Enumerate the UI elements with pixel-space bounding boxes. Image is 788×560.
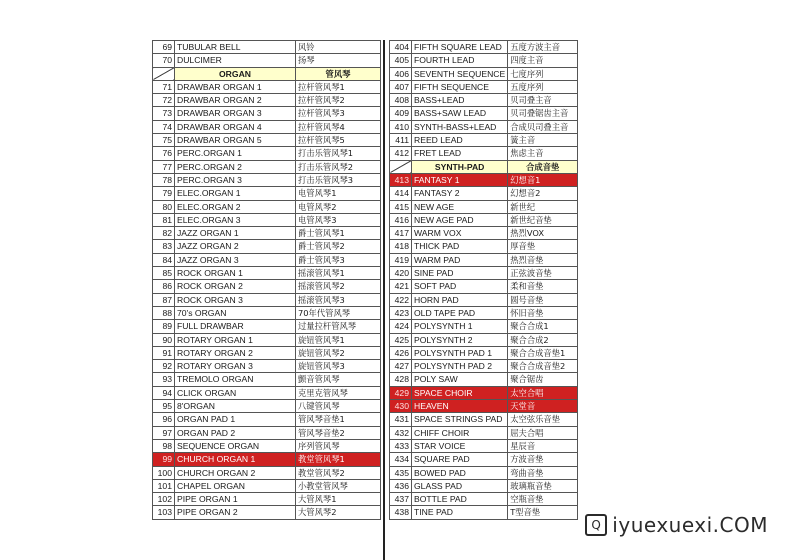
voice-row <box>153 253 381 266</box>
voice-name-zh: 幻想音1 <box>508 173 578 186</box>
voice-number: 84 <box>153 253 175 266</box>
voice-number: 95 <box>153 400 175 413</box>
right-voice-table <box>389 40 578 520</box>
voice-name-en: POLY SAW <box>412 373 508 386</box>
voice-row <box>153 493 381 506</box>
voice-name-zh: 颤音管风琴 <box>296 373 381 386</box>
voice-number: 99 <box>153 453 175 466</box>
voice-row <box>153 267 381 280</box>
voice-number: 90 <box>153 333 175 346</box>
voice-row <box>390 227 578 240</box>
watermark-logo-icon: Q <box>585 514 607 536</box>
voice-row <box>153 41 381 54</box>
voice-number: 417 <box>390 227 412 240</box>
voice-name-zh: 小教堂管风琴 <box>296 479 381 492</box>
voice-number: 69 <box>153 41 175 54</box>
voice-name-zh: 焦虑主音 <box>508 147 578 160</box>
voice-row <box>390 479 578 492</box>
voice-row <box>153 240 381 253</box>
left-voice-table-body <box>153 41 381 520</box>
voice-row <box>153 147 381 160</box>
voice-row <box>390 67 578 80</box>
voice-name-zh: 旋钮管风琴2 <box>296 346 381 359</box>
voice-name-zh: 教堂管风琴2 <box>296 466 381 479</box>
voice-name-zh: 旋钮管风琴3 <box>296 360 381 373</box>
voice-name-en: PIPE ORGAN 2 <box>175 506 296 519</box>
voice-name-en: BOTTLE PAD <box>412 493 508 506</box>
voice-number: 93 <box>153 373 175 386</box>
voice-name-zh: 拉杆管风琴2 <box>296 94 381 107</box>
voice-name-en: FRET LEAD <box>412 147 508 160</box>
highlighted-voice-row <box>390 173 578 186</box>
voice-number: 424 <box>390 320 412 333</box>
voice-name-en: SPACE STRINGS PAD <box>412 413 508 426</box>
voice-row <box>390 346 578 359</box>
voice-name-en: FANTASY 2 <box>412 187 508 200</box>
voice-name-en: ROTARY ORGAN 1 <box>175 333 296 346</box>
voice-name-en: ROTARY ORGAN 2 <box>175 346 296 359</box>
voice-name-en: 8'ORGAN <box>175 400 296 413</box>
voice-number: 425 <box>390 333 412 346</box>
voice-row <box>390 94 578 107</box>
voice-number: 91 <box>153 346 175 359</box>
voice-name-zh: 贝司叠锯齿主音 <box>508 107 578 120</box>
voice-row <box>153 80 381 93</box>
voice-name-zh: 大管风琴1 <box>296 493 381 506</box>
voice-number <box>153 67 175 80</box>
voice-name-zh: 电管风琴3 <box>296 213 381 226</box>
voice-number: 71 <box>153 80 175 93</box>
voice-row <box>153 213 381 226</box>
voice-name-en: DRAWBAR ORGAN 2 <box>175 94 296 107</box>
voice-number: 98 <box>153 439 175 452</box>
voice-number: 72 <box>153 94 175 107</box>
voice-name-en: PERC.ORGAN 1 <box>175 147 296 160</box>
voice-number: 415 <box>390 200 412 213</box>
voice-number: 431 <box>390 413 412 426</box>
voice-name-zh: 合成贝司叠主音 <box>508 120 578 133</box>
voice-name-zh: 管风琴音垫1 <box>296 413 381 426</box>
voice-name-zh: 摇滚管风琴3 <box>296 293 381 306</box>
voice-name-zh: 旋钮管风琴1 <box>296 333 381 346</box>
voice-name-zh: 克里克管风琴 <box>296 386 381 399</box>
voice-name-en: DRAWBAR ORGAN 4 <box>175 120 296 133</box>
voice-name-zh: 摇滚管风琴1 <box>296 267 381 280</box>
voice-row <box>390 54 578 67</box>
voice-name-en: ELEC.ORGAN 1 <box>175 187 296 200</box>
voice-name-zh: 电管风琴2 <box>296 200 381 213</box>
voice-number <box>390 160 412 173</box>
voice-number: 410 <box>390 120 412 133</box>
voice-name-zh: 聚合合成音垫2 <box>508 360 578 373</box>
voice-name-en: FANTASY 1 <box>412 173 508 186</box>
voice-row <box>153 280 381 293</box>
voice-name-zh: 拉杆管风琴3 <box>296 107 381 120</box>
voice-name-en: CHURCH ORGAN 1 <box>175 453 296 466</box>
voice-row <box>153 160 381 173</box>
voice-name-en: POLYSYNTH 1 <box>412 320 508 333</box>
voice-name-en: SQUARE PAD <box>412 453 508 466</box>
category-name-zh: 合成音垫 <box>508 160 578 173</box>
voice-name-en: ELEC.ORGAN 3 <box>175 213 296 226</box>
voice-number: 78 <box>153 173 175 186</box>
voice-name-en: CHAPEL ORGAN <box>175 479 296 492</box>
voice-name-en: JAZZ ORGAN 3 <box>175 253 296 266</box>
site-watermark <box>585 513 768 537</box>
voice-row <box>153 400 381 413</box>
voice-name-zh: 打击乐管风琴2 <box>296 160 381 173</box>
voice-name-zh: 弯曲音垫 <box>508 466 578 479</box>
voice-number: 85 <box>153 267 175 280</box>
voice-number: 426 <box>390 346 412 359</box>
voice-name-zh: 五度方波主音 <box>508 41 578 54</box>
voice-row <box>153 227 381 240</box>
voice-name-zh: 打击乐管风琴1 <box>296 147 381 160</box>
voice-row <box>153 413 381 426</box>
voice-row <box>153 107 381 120</box>
voice-row <box>153 306 381 319</box>
column-divider <box>383 40 385 560</box>
voice-name-en: BOWED PAD <box>412 466 508 479</box>
voice-row <box>390 453 578 466</box>
voice-row <box>390 413 578 426</box>
voice-number: 86 <box>153 280 175 293</box>
voice-number: 83 <box>153 240 175 253</box>
voice-name-zh: 风铃 <box>296 41 381 54</box>
voice-name-en: ROTARY ORGAN 3 <box>175 360 296 373</box>
voice-number: 102 <box>153 493 175 506</box>
voice-name-zh: 摇滚管风琴2 <box>296 280 381 293</box>
category-header-row <box>153 67 381 80</box>
voice-number: 80 <box>153 200 175 213</box>
voice-row <box>390 293 578 306</box>
voice-number: 81 <box>153 213 175 226</box>
voice-number: 428 <box>390 373 412 386</box>
voice-name-zh: 电管风琴1 <box>296 187 381 200</box>
voice-name-en: SPACE CHOIR <box>412 386 508 399</box>
voice-name-en: SEQUENCE ORGAN <box>175 439 296 452</box>
voice-row <box>153 200 381 213</box>
voice-name-zh: 幻想音2 <box>508 187 578 200</box>
voice-row <box>153 386 381 399</box>
voice-name-en: GLASS PAD <box>412 479 508 492</box>
voice-row <box>153 373 381 386</box>
voice-number: 77 <box>153 160 175 173</box>
voice-name-en: PERC.ORGAN 3 <box>175 173 296 186</box>
voice-number: 435 <box>390 466 412 479</box>
voice-name-zh: 太空弦乐音垫 <box>508 413 578 426</box>
voice-number: 438 <box>390 506 412 519</box>
voice-name-en: DULCIMER <box>175 54 296 67</box>
voice-name-zh: 聚合合成音垫1 <box>508 346 578 359</box>
voice-name-zh: 怀旧音垫 <box>508 306 578 319</box>
voice-name-en: TUBULAR BELL <box>175 41 296 54</box>
voice-row <box>390 253 578 266</box>
voice-name-zh: 玻璃瓶音垫 <box>508 479 578 492</box>
voice-row <box>153 134 381 147</box>
voice-number: 408 <box>390 94 412 107</box>
voice-number: 405 <box>390 54 412 67</box>
voice-row <box>390 240 578 253</box>
voice-row <box>390 134 578 147</box>
voice-number: 409 <box>390 107 412 120</box>
voice-name-zh: 爵士管风琴1 <box>296 227 381 240</box>
voice-name-en: ROCK ORGAN 2 <box>175 280 296 293</box>
voice-name-zh: 五度序列 <box>508 80 578 93</box>
voice-row <box>390 506 578 519</box>
voice-row <box>153 346 381 359</box>
voice-number: 422 <box>390 293 412 306</box>
voice-number: 79 <box>153 187 175 200</box>
voice-row <box>390 200 578 213</box>
voice-name-zh: 教堂管风琴1 <box>296 453 381 466</box>
voice-row <box>153 94 381 107</box>
voice-name-en: ROCK ORGAN 3 <box>175 293 296 306</box>
voice-row <box>390 466 578 479</box>
voice-name-en: SYNTH-BASS+LEAD <box>412 120 508 133</box>
voice-number: 421 <box>390 280 412 293</box>
voice-name-zh: 爵士管风琴2 <box>296 240 381 253</box>
voice-row <box>390 120 578 133</box>
voice-name-en: ELEC.ORGAN 2 <box>175 200 296 213</box>
voice-row <box>390 426 578 439</box>
voice-name-zh: 柔和音垫 <box>508 280 578 293</box>
voice-number: 406 <box>390 67 412 80</box>
voice-name-zh: 天堂音 <box>508 400 578 413</box>
voice-row <box>390 107 578 120</box>
highlighted-voice-row <box>390 400 578 413</box>
voice-name-zh: 聚合合成2 <box>508 333 578 346</box>
voice-name-zh: 屈夫合唱 <box>508 426 578 439</box>
voice-name-en: WARM VOX <box>412 227 508 240</box>
voice-name-zh: 簧主音 <box>508 134 578 147</box>
voice-name-zh: 新世纪 <box>508 200 578 213</box>
voice-name-en: JAZZ ORGAN 2 <box>175 240 296 253</box>
voice-number: 434 <box>390 453 412 466</box>
voice-name-en: ORGAN PAD 1 <box>175 413 296 426</box>
voice-name-zh: 爵士管风琴3 <box>296 253 381 266</box>
voice-name-en: DRAWBAR ORGAN 5 <box>175 134 296 147</box>
voice-name-en: ROCK ORGAN 1 <box>175 267 296 280</box>
voice-name-en: TREMOLO ORGAN <box>175 373 296 386</box>
voice-row <box>390 360 578 373</box>
voice-name-zh: 管风琴音垫2 <box>296 426 381 439</box>
voice-number: 430 <box>390 400 412 413</box>
voice-name-en: PERC.ORGAN 2 <box>175 160 296 173</box>
voice-name-en: REED LEAD <box>412 134 508 147</box>
voice-name-zh: 70年代管风琴 <box>296 306 381 319</box>
voice-number: 407 <box>390 80 412 93</box>
voice-name-en: FOURTH LEAD <box>412 54 508 67</box>
voice-name-zh: 聚合合成1 <box>508 320 578 333</box>
voice-number: 70 <box>153 54 175 67</box>
voice-row <box>390 493 578 506</box>
voice-name-en: NEW AGE <box>412 200 508 213</box>
voice-row <box>153 439 381 452</box>
voice-number: 97 <box>153 426 175 439</box>
voice-row <box>390 187 578 200</box>
voice-number: 433 <box>390 439 412 452</box>
voice-name-zh: 正弦波音垫 <box>508 267 578 280</box>
voice-number: 87 <box>153 293 175 306</box>
voice-number: 94 <box>153 386 175 399</box>
voice-number: 96 <box>153 413 175 426</box>
voice-name-zh: 四度主音 <box>508 54 578 67</box>
voice-name-en: POLYSYNTH PAD 2 <box>412 360 508 373</box>
voice-number: 423 <box>390 306 412 319</box>
voice-name-en: CHIFF CHOIR <box>412 426 508 439</box>
voice-number: 419 <box>390 253 412 266</box>
voice-row <box>153 506 381 519</box>
voice-number: 82 <box>153 227 175 240</box>
voice-name-en: JAZZ ORGAN 1 <box>175 227 296 240</box>
voice-name-zh: 热烈VOX <box>508 227 578 240</box>
voice-number: 101 <box>153 479 175 492</box>
voice-row <box>153 293 381 306</box>
voice-number: 404 <box>390 41 412 54</box>
voice-row <box>390 80 578 93</box>
voice-row <box>153 320 381 333</box>
voice-number: 75 <box>153 134 175 147</box>
voice-number: 436 <box>390 479 412 492</box>
voice-name-en: SOFT PAD <box>412 280 508 293</box>
voice-name-en: NEW AGE PAD <box>412 213 508 226</box>
voice-name-en: PIPE ORGAN 1 <box>175 493 296 506</box>
category-header-row <box>390 160 578 173</box>
voice-row <box>153 173 381 186</box>
voice-name-en: THICK PAD <box>412 240 508 253</box>
voice-row <box>153 333 381 346</box>
voice-name-zh: 打击乐管风琴3 <box>296 173 381 186</box>
voice-name-zh: 拉杆管风琴5 <box>296 134 381 147</box>
voice-name-en: OLD TAPE PAD <box>412 306 508 319</box>
voice-row <box>153 120 381 133</box>
voice-name-zh: 厚音垫 <box>508 240 578 253</box>
voice-name-en: FIFTH SEQUENCE <box>412 80 508 93</box>
voice-name-en: HORN PAD <box>412 293 508 306</box>
voice-name-zh: 拉杆管风琴1 <box>296 80 381 93</box>
voice-number: 413 <box>390 173 412 186</box>
voice-name-zh: 圆号音垫 <box>508 293 578 306</box>
voice-row <box>390 320 578 333</box>
voice-name-en: CHURCH ORGAN 2 <box>175 466 296 479</box>
voice-name-en: FULL DRAWBAR <box>175 320 296 333</box>
voice-name-en: HEAVEN <box>412 400 508 413</box>
voice-name-en: DRAWBAR ORGAN 3 <box>175 107 296 120</box>
highlighted-voice-row <box>153 453 381 466</box>
voice-number: 411 <box>390 134 412 147</box>
voice-name-en: POLYSYNTH 2 <box>412 333 508 346</box>
voice-name-en: TINE PAD <box>412 506 508 519</box>
left-voice-table <box>152 40 381 520</box>
category-name-zh: 管风琴 <box>296 67 381 80</box>
voice-number: 74 <box>153 120 175 133</box>
voice-number: 88 <box>153 306 175 319</box>
voice-name-en: BASS+SAW LEAD <box>412 107 508 120</box>
voice-name-en: 70's ORGAN <box>175 306 296 319</box>
voice-number: 412 <box>390 147 412 160</box>
voice-name-zh: 过量拉杆管风琴 <box>296 320 381 333</box>
voice-name-zh: 大管风琴2 <box>296 506 381 519</box>
right-voice-table-body <box>390 41 578 520</box>
voice-number: 416 <box>390 213 412 226</box>
voice-name-zh: T型音垫 <box>508 506 578 519</box>
voice-number: 103 <box>153 506 175 519</box>
voice-number: 420 <box>390 267 412 280</box>
voice-name-en: SEVENTH SEQUENCE <box>412 67 508 80</box>
voice-name-en: POLYSYNTH PAD 1 <box>412 346 508 359</box>
voice-name-en: CLICK ORGAN <box>175 386 296 399</box>
voice-name-zh: 拉杆管风琴4 <box>296 120 381 133</box>
voice-name-zh: 星辰音 <box>508 439 578 452</box>
voice-row <box>390 439 578 452</box>
highlighted-voice-row <box>390 386 578 399</box>
voice-row <box>153 360 381 373</box>
voice-name-en: ORGAN PAD 2 <box>175 426 296 439</box>
voice-number: 429 <box>390 386 412 399</box>
voice-number: 418 <box>390 240 412 253</box>
voice-number: 414 <box>390 187 412 200</box>
voice-number: 437 <box>390 493 412 506</box>
voice-number: 92 <box>153 360 175 373</box>
watermark-text: iyuexuexi.COM <box>612 513 768 537</box>
voice-name-en: DRAWBAR ORGAN 1 <box>175 80 296 93</box>
voice-row <box>390 147 578 160</box>
voice-number: 76 <box>153 147 175 160</box>
category-name-en: SYNTH-PAD <box>412 160 508 173</box>
voice-number: 89 <box>153 320 175 333</box>
voice-name-en: FIFTH SQUARE LEAD <box>412 41 508 54</box>
voice-name-zh: 八键管风琴 <box>296 400 381 413</box>
voice-row <box>153 54 381 67</box>
voice-row <box>390 267 578 280</box>
voice-name-zh: 空瓶音垫 <box>508 493 578 506</box>
voice-row <box>390 41 578 54</box>
voice-name-zh: 七度序列 <box>508 67 578 80</box>
voice-name-en: SINE PAD <box>412 267 508 280</box>
voice-number: 73 <box>153 107 175 120</box>
voice-name-zh: 热烈音垫 <box>508 253 578 266</box>
voice-name-zh: 序列管风琴 <box>296 439 381 452</box>
voice-name-zh: 新世纪音垫 <box>508 213 578 226</box>
category-name-en: ORGAN <box>175 67 296 80</box>
voice-row <box>390 373 578 386</box>
voice-number: 427 <box>390 360 412 373</box>
voice-name-en: BASS+LEAD <box>412 94 508 107</box>
voice-number: 432 <box>390 426 412 439</box>
voice-name-zh: 贝司叠主音 <box>508 94 578 107</box>
voice-number: 100 <box>153 466 175 479</box>
voice-row <box>153 426 381 439</box>
voice-row <box>390 280 578 293</box>
voice-row <box>153 466 381 479</box>
voice-row <box>390 306 578 319</box>
voice-name-zh: 太空合唱 <box>508 386 578 399</box>
voice-name-zh: 方波音垫 <box>508 453 578 466</box>
voice-row <box>153 187 381 200</box>
voice-row <box>153 479 381 492</box>
voice-name-en: STAR VOICE <box>412 439 508 452</box>
voice-name-en: WARM PAD <box>412 253 508 266</box>
voice-row <box>390 213 578 226</box>
voice-row <box>390 333 578 346</box>
voice-name-zh: 扬琴 <box>296 54 381 67</box>
voice-name-zh: 聚合锯齿 <box>508 373 578 386</box>
